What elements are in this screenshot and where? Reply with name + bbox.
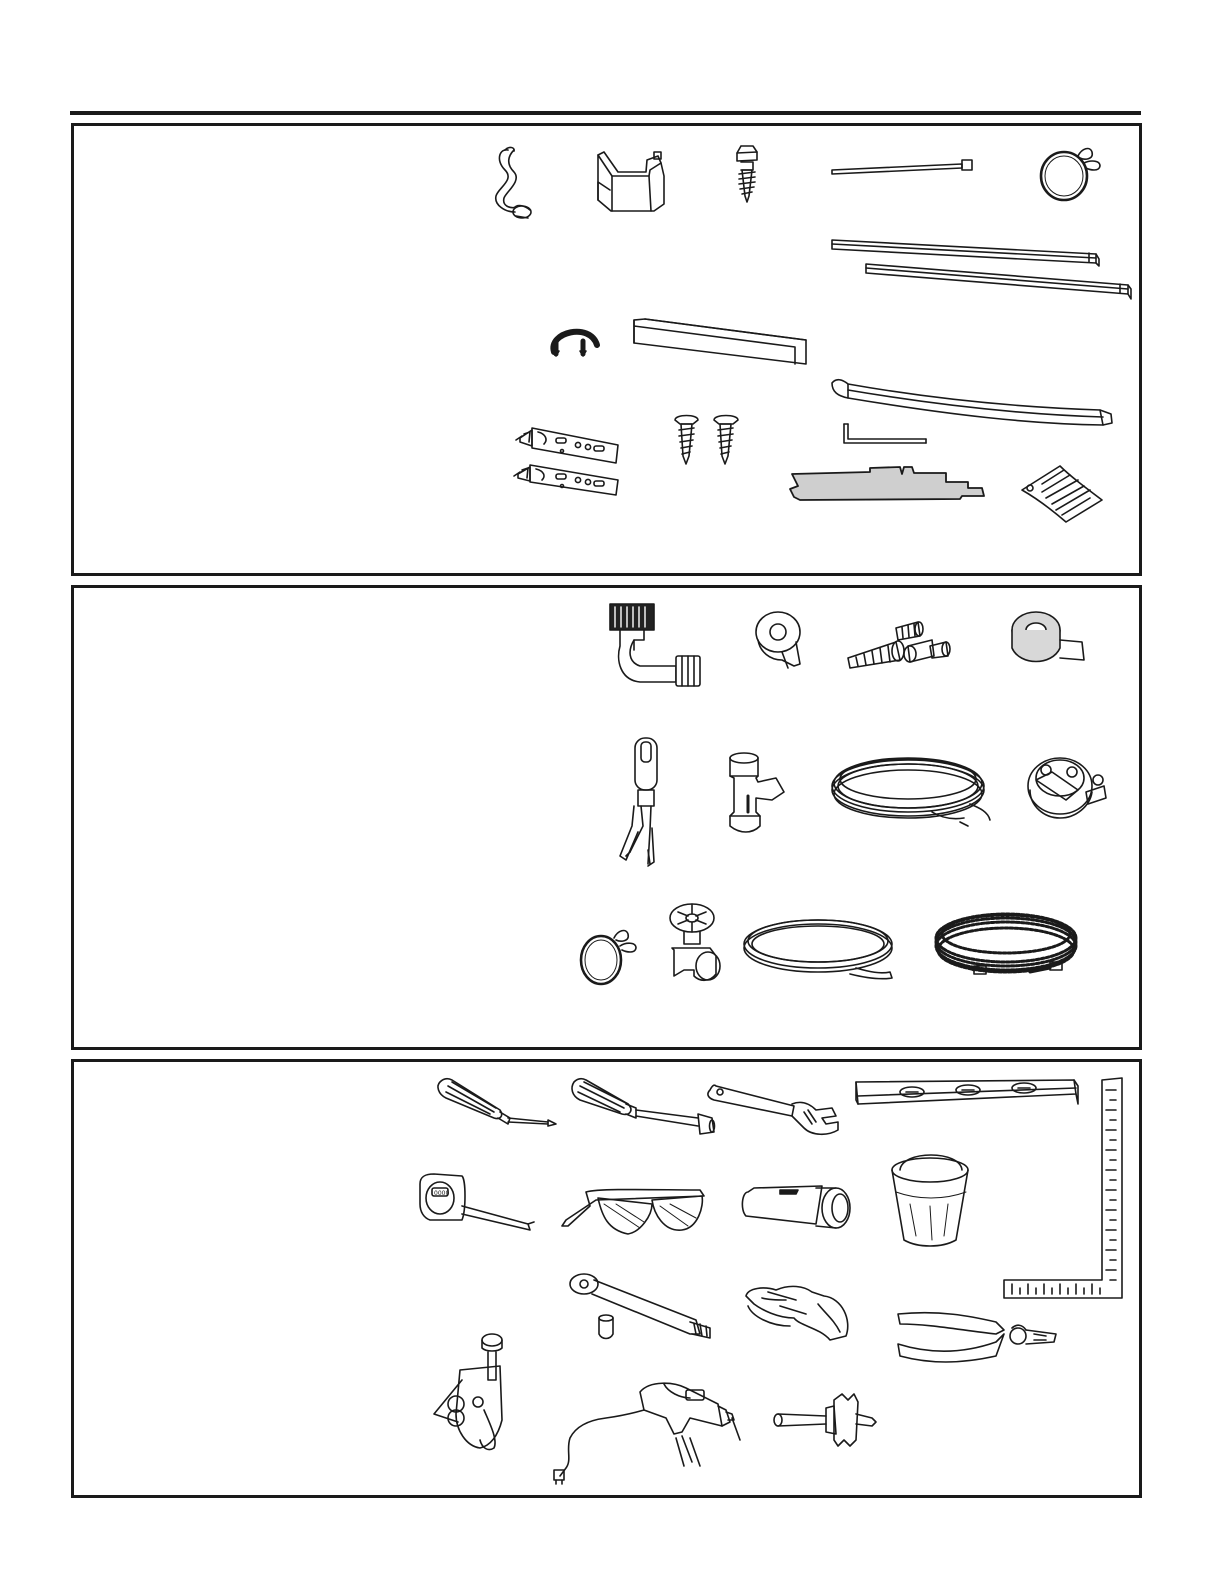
tubing-cutter-icon [434,1334,502,1450]
hose-clamp-icon [581,931,636,984]
flat-head-screws-icon [675,416,738,465]
hex-screw-icon [737,146,757,202]
duct-tape-icon [1012,612,1084,662]
header-rule [70,111,1141,115]
insulation-pad-icon [790,467,984,500]
wire-nuts-icon [848,622,950,668]
materials-panel [71,585,1142,1050]
level-icon [856,1080,1078,1104]
cable-tie-icon [832,160,972,174]
shutoff-valve-icon [670,904,720,980]
gloves-icon [746,1286,848,1340]
tape-measure-digits: 0000 [434,1190,450,1197]
wood-spacer-block-icon [634,319,806,364]
power-cord-icon [620,738,657,866]
parts-panel [71,123,1142,576]
nut-driver-icon [572,1079,715,1134]
hole-saw-icon [774,1394,876,1446]
elbow-fitting-icon [610,604,700,686]
strap-loop-icon [496,147,531,218]
junction-box-icon [1028,758,1106,818]
braided-hose-icon [936,914,1076,974]
document-sheet-icon [1022,466,1102,522]
adjustable-wrench-icon [708,1085,838,1134]
drain-tee-icon [730,753,784,832]
side-trim-rails-icon [832,240,1131,299]
mounting-bracket-icon [598,152,664,211]
pliers-icon [898,1313,1056,1362]
safety-glasses-icon [562,1190,704,1235]
kick-plate-rail-icon [832,380,1112,425]
coiled-tubing-icon [832,758,990,826]
tools-panel [71,1059,1142,1498]
flashlight-icon [742,1186,850,1228]
anchor-brackets-icon [514,428,618,495]
ratchet-socket-icon [570,1274,710,1339]
tape-measure-icon [420,1174,534,1230]
wire-clip-icon [553,332,597,356]
teflon-tape-icon [756,612,800,668]
carpenter-square-icon [1004,1078,1122,1298]
hose-clamp-icon [1041,149,1100,200]
bucket-icon [892,1155,968,1246]
phillips-screwdriver-icon [438,1079,556,1126]
power-drill-icon [554,1383,740,1484]
tubing-coil-icon [744,920,892,979]
hex-key-icon [844,424,926,443]
